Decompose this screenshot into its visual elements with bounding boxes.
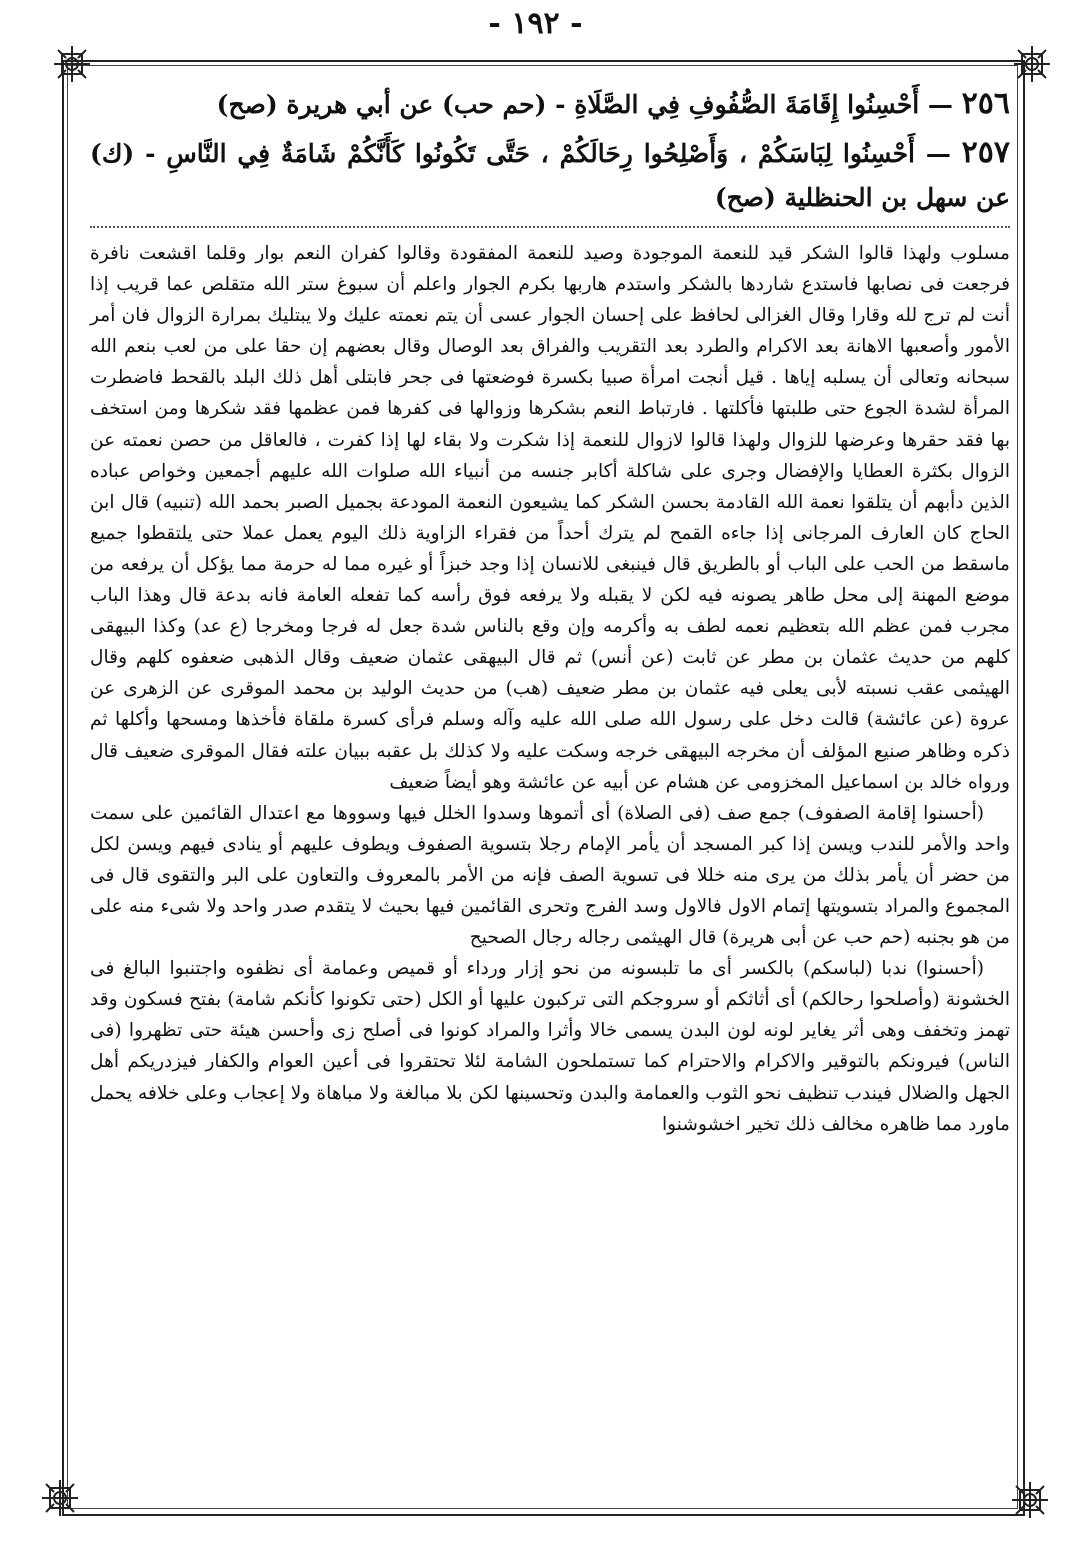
commentary-paragraph: (أحسنوا إقامة الصفوف) جمع صف (فى الصلاة) أى أتموها وسدوا الخلل فيها وسووها مع اعتدال القائمين على سمت واحد والأمر للندب ويسن إذا كبر المسجد أن يأمر الإمام رجلا بتسوية الصفوف ويطوف عليهم أو ينادى فيهم ويسن لكل من حضر أن يأمر بذلك من يرى منه خللا فى تسوية الصف فإنه من الأمر بالمعروف والتعاون على البر والتقوى قال فى المجموع والمراد بتسويتها إتمام الاول فالاول وسد الفرج وتحرى القائمين فيها بحيث لا يتقدم صدر واحد ولا شىء منه على من هو بجنبه (حم حب عن أبى هريرة) قال الهيثمى رجاله رجال الصحيح bbox=[90, 802, 1010, 949]
hadith-text: — أَحْسِنُوا إِقَامَةَ الصُّفُوفِ فِي الصَّلَاةِ - (حم حب) عن أبي هريرة (صح) bbox=[216, 90, 953, 119]
page-content bbox=[90, 82, 1010, 1140]
corner-ornament-icon bbox=[40, 1478, 80, 1518]
commentary-paragraph: مسلوب ولهذا قالوا الشكر قيد للنعمة الموجودة وصيد للنعمة المفقودة وقالوا كفران النعم بوار وقلما اقشعت نافرة فرجعت فى نصابها فاستدع شاردها بالشكر واستدم هاربها بكرم الجوار واعلم أن سبوغ ستر الله متقلص عما قريب إذا أنت لم ترج لله وقارا وقال الغزالى لحافظ على إحسان الجوار عسى أن يتم نعمته عليك ولا يبتليك بمرارة الزوال فان أمر الأمور وأصعبها الاهانة بعد الاكرام والطرد بعد التقريب والفراق بعد الوصال وقال بعضهم إن حقا على من لعب بنعم الله سبحانه وتعالى أن يسلبه إياها . قيل أنجت امرأة صبيا بكسرة فوضعتها فى جحر فابتلى أهل ذلك البلد بالقحط فاضطرت المرأة لشدة الجوع حتى طلبتها فأكلتها . فارتباط النعم بشكرها وزوالها فى كفرها فمن عظمها فقد شكرها ومن استخف بها فقد حقرها وعرضها للزوال ولهذا قالوا لازوال للنعمة إذا شكرت ولا بقاء لها إذا كفرت ، فالعاقل من حصن نعمته عن الزوال بكثرة العطايا والإفضال وجرى على شاكلة أكابر جنسه من أنبياء الله صلوات الله عليهم أجمعين وخواص عباده الذين دأبهم أن يتلقوا نعمة الله القادمة بحسن الشكر كما يشيعون النعمة المودعة بجميل الصبر بحمد الله (تنبيه) قال ابن الحاج كان العارف المرجانى إذا جاءه القمح لم يترك أحداً من فقراء الزاوية ذلك اليوم يعمل عملا حتى يلتقطوا جميع ماسقط من الحب على الباب أو بالطريق قال فينبغى للانسان إذا وجد خبزاً أو غيره مما له حرمة مما يؤكل أن يرفعه من موضع المهنة إلى محل طاهر يصونه فيه لكن لا يقبله ولا يرفعه فوق رأسه كما تفعله العامة فانه بدعة قال وهذا الباب مجرب فمن عظم الله بتعظيم نعمه لطف به وأكرمه وإن وقع بالناس شدة جعل له فرجا ومخرجا (ع عد) وكذا البيهقى كلهم من حديث عثمان بن مطر عن ثابت (عن أنس) ثم قال البيهقى عثمان ضعيف وقال الذهبى ضعفوه كلهم وقال الهيثمى عقب نسبته لأبى يعلى فيه عثمان بن مطر ضعيف (هب) من حديث الوليد بن محمد الموقرى عن الزهرى عن عروة (عن عائشة) قالت دخل على رسول الله صلى الله عليه وآله وسلم فرأى كسرة ملقاة فأخذها ومسحها وأكلها ثم ذكره وظاهر صنيع المؤلف أن مخرجه البيهقى خرجه وسكت عليه ولا كذلك بل عقبه ببيان علته فقال الموقرى ضعيف قال ورواه خالد بن اسماعيل المخزومى عن هشام عن أبيه عن عائشة وهو أيضاً ضعيف bbox=[90, 243, 1010, 793]
hadith-number: ٢٥٦ bbox=[961, 86, 1010, 121]
commentary-paragraph: (أحسنوا) ندبا (لباسكم) بالكسر أى ما تلبسونه من نحو إزار ورداء أو قميص وعمامة أى نظفوه واجتنبوا البالغ فى الخشونة (وأصلحوا رحالكم) أى أثاثكم أو سروجكم التى تركبون عليها أو الكل (حتى تكونوا كأنكم شامة) بفتح فسكون وقد تهمز وتخفف وهى أثر يغاير لونه لون البدن يسمى خالا وأثرا والمراد كونوا فى أصلح زى وأحسن هيئة حتى تظهروا (فى الناس) فيرونكم بالتوقير والاكرام والاحترام كما تستملحون الشامة لئلا تحتقروا فى أعين العوام والكفار فيزدريكم أهل الجهل والضلال فيندب تنظيف نحو الثوب والعمامة والبدن وتحسينها لكن بلا مبالغة ولا مباهاة ولا إعجاب وعلى خلافه يحمل ماورد مما ظاهره مخالف ذلك تخير اخشوشنوا bbox=[90, 958, 1010, 1135]
page-number: - ١٩٢ - bbox=[488, 6, 583, 41]
corner-ornament-icon bbox=[52, 44, 92, 84]
corner-ornament-icon bbox=[1012, 44, 1052, 84]
commentary bbox=[90, 238, 1010, 1140]
hadith-number: ٢٥٧ bbox=[961, 135, 1010, 170]
dotted-separator bbox=[90, 226, 1010, 228]
corner-ornament-icon bbox=[1010, 1480, 1050, 1520]
hadith-256 bbox=[90, 82, 1010, 127]
hadith-257 bbox=[90, 131, 1010, 220]
hadith-text: — أَحْسِنُوا لِبَاسَكُمْ ، وَأَصْلِحُوا رِحَالَكُمْ ، حَتَّى تَكُونُوا كَأَنَّكُمْ شَامَةٌ فِي النَّاسِ - (ك) عن سهل بن الحنظلية (صح) bbox=[90, 139, 1010, 212]
